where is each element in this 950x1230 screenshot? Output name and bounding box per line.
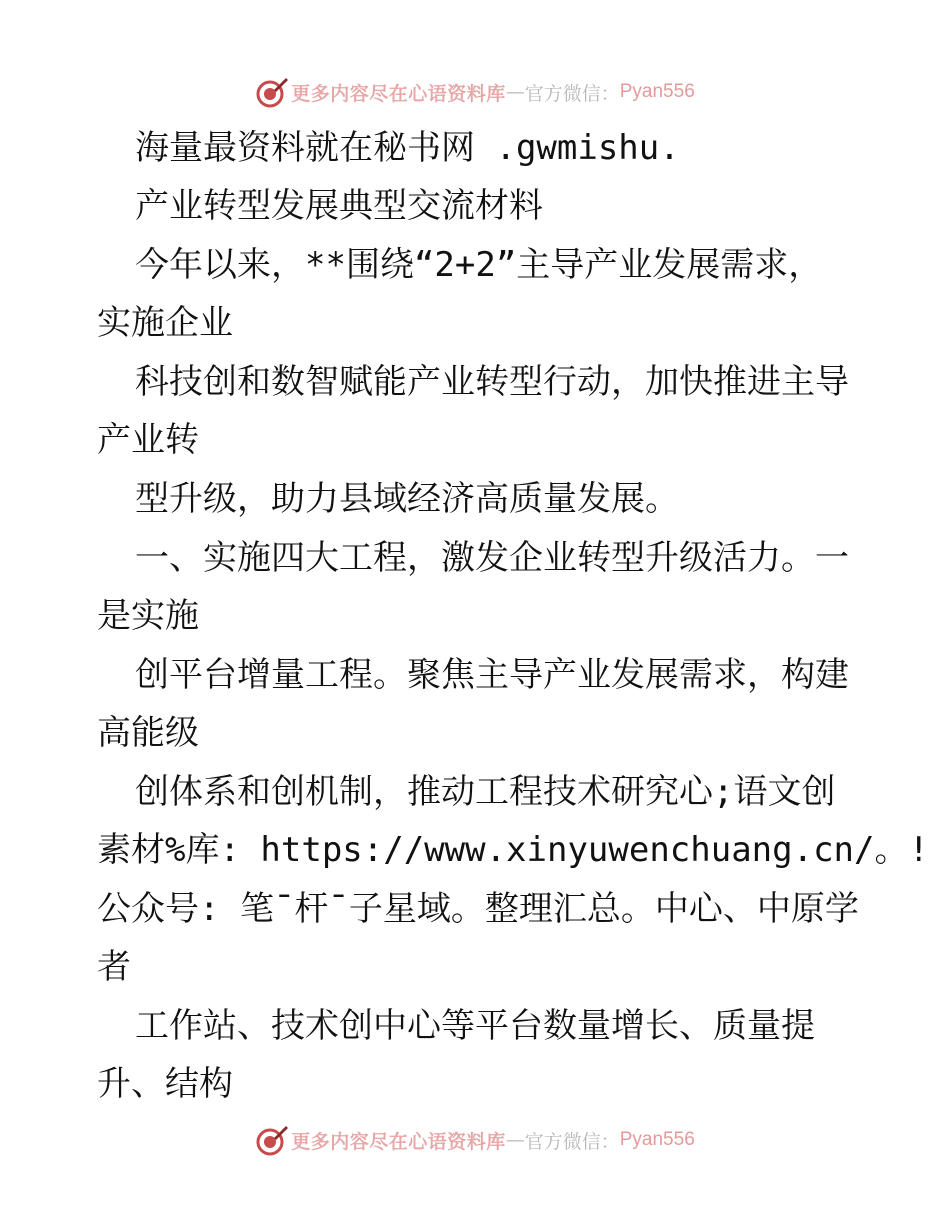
document-title: 产业转型发展典型交流材料 — [135, 186, 543, 226]
banner-wechat-label: 官方微信： — [524, 1130, 620, 1153]
text-line: 者 — [97, 947, 131, 987]
text-line: 是实施 — [97, 596, 199, 636]
banner-title: 更多内容尽在心语资料库 — [291, 1130, 506, 1153]
banner-wechat-id: Pyan556 — [619, 1129, 695, 1150]
text-line: 型升级，助力县域经济高质量发展。 — [135, 479, 679, 519]
section-heading: 一、实施四大工程，激发企业转型升级活力。一 — [135, 538, 849, 578]
text-line: 科技创和数智赋能产业转型行动，加快推进主导 — [135, 362, 849, 402]
text-line: 公众号: 笔¯杆¯子星域。整理汇总。中心、中原学 — [97, 889, 859, 929]
text-line: 产业转 — [97, 420, 199, 460]
banner-wechat-id: Pyan556 — [619, 81, 695, 102]
banner-wechat-label: 官方微信： — [524, 82, 620, 105]
text-line: 创平台增量工程。聚焦主导产业发展需求，构建 — [135, 655, 849, 695]
text-line: 工作站、技术创中心等平台数量增长、质量提 — [135, 1006, 815, 1046]
text-line: 海量最资料就在秘书网 .gwmishu. — [135, 128, 680, 168]
footer-banner — [0, 1120, 950, 1160]
header-banner — [0, 72, 950, 112]
text-line: 高能级 — [97, 713, 199, 753]
text-line: 实施企业 — [97, 303, 233, 343]
text-line: 升、结构 — [97, 1064, 233, 1104]
pen-logo-icon — [255, 75, 289, 109]
text-line: 素材%库: https://www.xinyuwenchuang.cn/。! — [97, 830, 929, 870]
text-line: 今年以来，**围绕“2+2”主导产业发展需求， — [135, 245, 823, 285]
banner-title: 更多内容尽在心语资料库 — [291, 82, 506, 105]
text-line: 创体系和创机制，推动工程技术研究心;语文创 — [135, 772, 836, 812]
banner-separator: — — [505, 1129, 525, 1151]
pen-logo-icon — [255, 1123, 289, 1157]
banner-separator: — — [505, 81, 525, 103]
